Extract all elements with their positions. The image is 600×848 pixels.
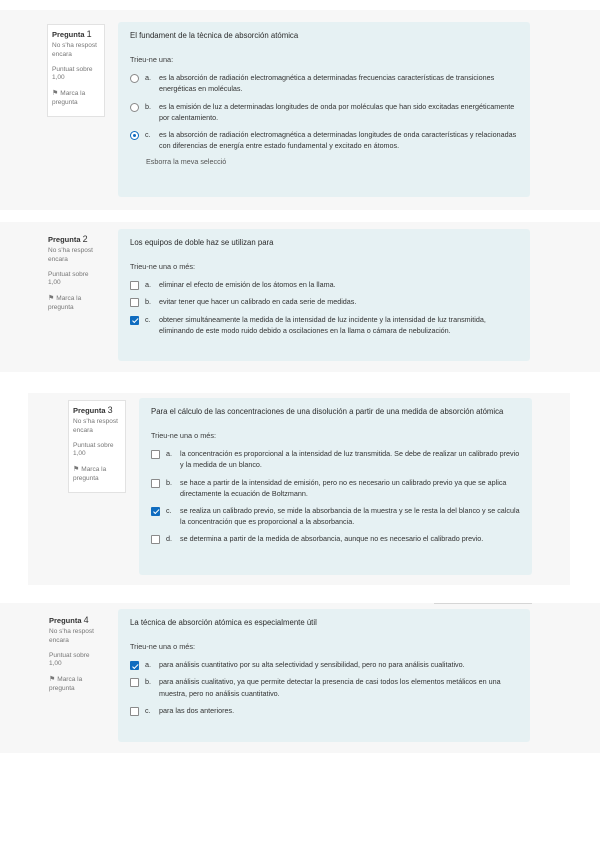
flag-question-link[interactable]: ⚑ Marca la pregunta [49, 676, 83, 692]
answer-option-b[interactable]: b. se hace a partir de la intensidad de emisión, pero no es necesario un calibrado previo ya que se aplica directamente la ecuación de Boltzmann. [151, 477, 520, 499]
question-state: No s'ha respost encara [73, 418, 118, 434]
answer-option-b[interactable]: b. para análisis cualitativo, ya que permite detectar la presencia de casi todos los elementos metálicos en una muestra, pero no análisis cuantitativo. [130, 676, 518, 698]
question-text: Los equipos de doble haz se utilizan para [130, 238, 274, 247]
answer-option-a[interactable]: a. es la absorción de radiación electromagnética a determinadas frecuencias características de transiciones energéticas en moléculas. [130, 72, 518, 94]
question-mark: Puntuat sobre 1,00 [52, 65, 93, 82]
question-info-2 [44, 230, 105, 322]
answer-option-c[interactable]: c. obtener simultáneamente la medida de la intensidad de luz incidente y la intensidad de luz transmitida, eliminando de este modo ruido debido a oscilaciones en la llama o cámara de nebulización. [130, 314, 518, 336]
flag-icon: ⚑ [49, 676, 56, 684]
question-text: Para el cálculo de las concentraciones de una disolución a partir de una medida de absorción atómica [151, 407, 504, 416]
answer-option-b[interactable]: b. evitar tener que hacer un calibrado en cada serie de medidas. [130, 296, 518, 307]
checkbox[interactable] [130, 298, 139, 307]
flag-question-link[interactable]: ⚑ Marca la pregunta [48, 295, 82, 311]
answer-prompt: Trieu-ne una o més: [130, 262, 196, 272]
answer-prompt: Trieu-ne una o més: [130, 642, 196, 652]
answer-option-c[interactable]: c. para las dos anteriores. [130, 705, 518, 716]
divider-line [434, 603, 532, 604]
question-card-3 [139, 398, 532, 575]
question-number: Pregunta 3 [73, 405, 113, 415]
answer-option-d[interactable]: d. se determina a partir de la medida de absorbancia, aunque no es necesario el calibrado previo. [151, 533, 520, 544]
checkbox[interactable] [151, 535, 160, 544]
checkbox-checked[interactable] [151, 507, 160, 516]
checkbox[interactable] [151, 450, 160, 459]
question-info-1 [47, 24, 105, 117]
question-card-2 [118, 229, 530, 361]
question-state: No s'ha respost encara [48, 247, 93, 263]
flag-icon: ⚑ [52, 90, 59, 98]
checkbox-checked[interactable] [130, 316, 139, 325]
answer-option-c[interactable]: c. es la absorción de radiación electromagnética a determinadas longitudes de onda características y relacionadas con diferencias de energía entre estado fundamental y excitado en átomos. [130, 129, 518, 151]
clear-selection-link[interactable]: Esborra la meva selecció [146, 157, 227, 167]
radio-button[interactable] [130, 103, 139, 112]
question-info-3 [68, 400, 126, 493]
answer-prompt: Trieu-ne una o més: [151, 431, 217, 441]
answer-option-a[interactable]: a. eliminar el efecto de emisión de los átomos en la llama. [130, 279, 518, 290]
answer-option-b[interactable]: b. es la emisión de luz a determinadas longitudes de onda por moléculas que han sido excitadas energéticamente por calentamiento. [130, 101, 518, 123]
flag-icon: ⚑ [73, 466, 80, 474]
question-state: No s'ha respost encara [52, 42, 97, 58]
question-number: Pregunta 2 [48, 234, 88, 244]
answer-prompt: Trieu-ne una: [130, 55, 174, 65]
checkbox[interactable] [130, 707, 139, 716]
question-mark: Puntuat sobre 1,00 [73, 441, 114, 458]
question-mark: Puntuat sobre 1,00 [49, 651, 90, 668]
answer-option-a[interactable]: a. para análisis cuantitativo por su alta selectividad y sensibilidad, pero no para análisis cualitativo. [130, 659, 518, 670]
question-number: Pregunta 1 [52, 29, 92, 39]
radio-button-selected[interactable] [130, 131, 139, 140]
checkbox[interactable] [130, 281, 139, 290]
question-card-1 [118, 22, 530, 197]
flag-question-link[interactable]: ⚑ Marca la pregunta [52, 90, 86, 106]
question-number: Pregunta 4 [49, 615, 89, 625]
radio-button[interactable] [130, 74, 139, 83]
flag-icon: ⚑ [48, 295, 55, 303]
checkbox-checked[interactable] [130, 661, 139, 670]
checkbox[interactable] [151, 479, 160, 488]
answer-option-c[interactable]: c. se realiza un calibrado previo, se mide la absorbancia de la muestra y se le resta la del blanco y se calcula la concentración que es proporcional a la absorbancia. [151, 505, 520, 527]
checkbox[interactable] [130, 678, 139, 687]
question-mark: Puntuat sobre 1,00 [48, 270, 89, 287]
question-info-4 [45, 611, 105, 703]
answer-option-a[interactable]: a. la concentración es proporcional a la intensidad de luz transmitida. Se debe de realizar un calibrado previo y la medida de un blanco. [151, 448, 520, 470]
question-text: El fundament de la tècnica de absorción atómica [130, 31, 299, 40]
flag-question-link[interactable]: ⚑ Marca la pregunta [73, 466, 107, 482]
question-text: La técnica de absorción atómica es especialmente útil [130, 618, 317, 627]
question-card-4 [118, 609, 530, 742]
question-state: No s'ha respost encara [49, 628, 94, 644]
